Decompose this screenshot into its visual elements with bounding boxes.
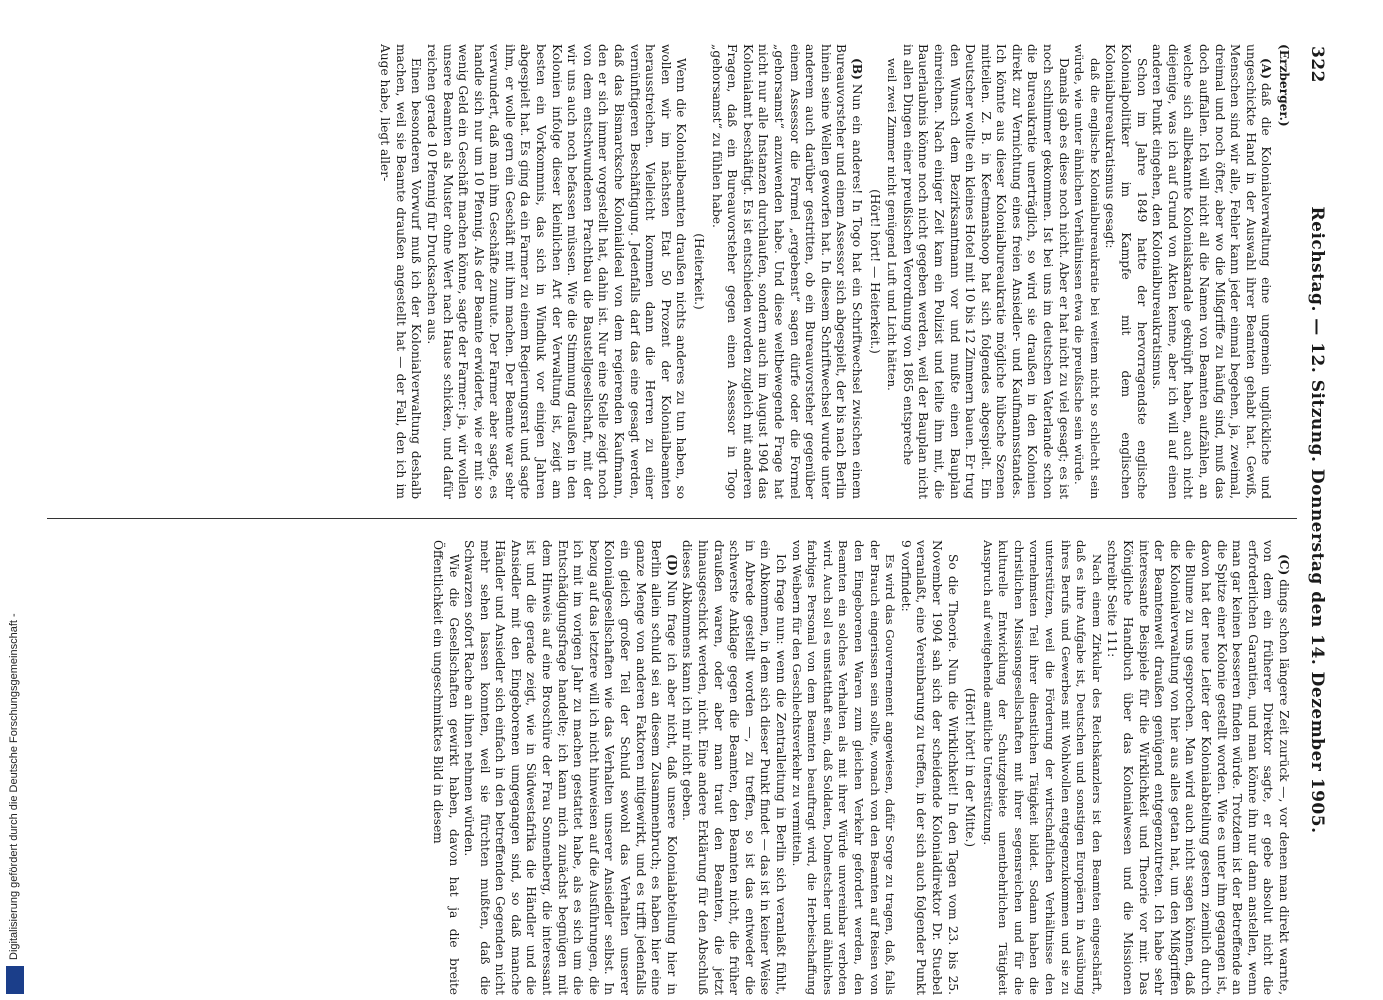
right-column — [41, 540, 1291, 995]
paragraph: Wenn die Kolonialbeamten draußen nichts anderes zu tun haben, so wollen wir im nächsten Etat 50 Prozent der Kolonialbeamten herausstreichen. Vielleicht kommen dann die Herren zu einer vernünftigeren Beschäftigung. Jedenfalls darf das eine gesagt werden, daß das Bismarcksche Kolonialideal von dem regierenden Kaufmann, den er sich immer vorgestellt hat, dahin ist. Nur eine Stelle zeigt noch von dem entschwundenen Prachtbau die Baustellgesellschaft, mit der wir uns auch noch befassen müssen. Wie die Stimmung draußen in den Kolonien infolge dieser kleinlichen Art der Verwaltung ist, zeigt am besten ein Vorkommnis, das sich in Windhuk vor einigen Jahren abgespielt hat. Es ging da ein Farmer zu einem Regierungsrat und sagte ihm, er wolle gern ein Geschäft mit ihm machen. Der Beamte war sehr verwundert, daß man ihm Geschäfte zumute. Der Farmer aber sagte, es handle sich nur um 10 Pfennig. Als der Beamte erwiderte, wie er mit so wenig Geld ein Geschäft machen könne, sagte der Farmer: ja, wir wollen unsere Beamten als Muster ohne Wert nach Hause schicken, und dafür reichen gerade 10 Pfennig für Drucksachen aus. — [424, 44, 689, 499]
paragraph-text: Nun ein anderes! In Togo hat ein Schriftwechsel zwischen einem Bureauvorsteher und einem Assessor sich abgespielt, der bis nach Berlin hinein seine Wellen geworfen hat. In diesem Schriftwechsel wurde unter anderem auch darüber gestritten, ob ein Bureauvorsteher gegenüber einem Assessor die Formel „ergebenst“ sagen dürfe oder die Formel „gehorsamst“ anzuwenden habe. Und diese weltbewegende Frage hat nicht nur alle Instanzen durchlaufen, sondern auch im August 1904 das Kolonialamt beschäftigt. Es ist entschieden worden zugleich mit anderen Fragen, daß ein Bureauvorsteher gegen einen Assessor in Togo „gehorsamst“ zu fühlen habe. — [709, 44, 864, 499]
page-number: 322 — [1307, 46, 1327, 83]
dfg-logo — [6, 966, 24, 994]
paragraph-text: dings schon längere Zeit zurück —, vor denen man direkt warnte, von dem ein früherer Direktor sagte, er gebe absolut nicht die erforderlichen Garantien, und man könne ihn nur dann anstellen, wenn man gar keinen besseren finden würde. Trotzdem ist der Betreffende an die Spitze einer Kolonie gestellt worden. Wie es unter ihm gegangen ist, davon hat der neue Leiter der Kolonialabteilung gestern ziemlich durch die Blume zu uns gesprochen. Man wird auch nicht sagen können, daß die Kolonialverwaltung von hier aus alles getan hat, um den Mißgriffen der Beamtenwelt draußen genügend entgegenzutreten. Ich habe sehr interessante Beispiele für die Wirklichkeit und Theorie vor mir. Das Königliche Handbuch über das Kolonialwesen und die Missionen schreibt Seite 111: — [1105, 540, 1291, 995]
margin-marker-d: (D) — [664, 554, 679, 577]
interjection: (Hört! hört! in der Mitte.) — [963, 687, 978, 848]
speaker-label: (Erzberger.) — [1277, 44, 1291, 127]
column-divider — [47, 518, 1297, 519]
paragraph — [461, 540, 679, 995]
digitization-footer — [0, 0, 30, 1000]
quotation: Es wird das Gouvernement angewiesen, dafür Sorge zu tragen, daß, falls der Brauch eingerissen sein sollte, wonach von den Beamten auf Reisen von den Eingeborenen Waren zum gleichen Verkehr gefordert werden, den Beamten ein solches Verhalten als mit ihrer Würde unvereinbar verboten wird. Auch soll es unstatthaft sein, daß Soldaten, Dolmetscher und ähnliches farbiges Personal von dem Beamten beauftragt wird, die Herbeischaffung von Weibern für den Geschlechtsverkehr zu vermitteln. — [789, 540, 898, 995]
paragraph: So die Theorie. Nun die Wirklichkeit! In den Tagen vom 23. bis 25. November 1904 sah sich der scheidende Kolonialdirektor Dr. Stuebel veranlaßt, eine Vereinbarung zu treffen, in der sich auch folgender Punkt 9 vorfindet: — [898, 540, 960, 995]
page-header — [1299, 40, 1333, 1000]
paragraph: Ich frage nun: wenn die Zentralleitung in Berlin sich veranlaßt fühlt, ein Abkommen, in dem sich dieser Punkt findet — das ist in keiner Weise in Abrede gestellt worden —, zu treffen, so ist das entweder die schwerste Anklage gegen die Beamten, den Beamten nicht, die früher draußen waren, oder aber man traut den Beamten, die jetzt hinausgeschickt werden, nicht. Eine andere Erklärung für den Abschluß dieses Abkommens kann ich mir nicht geben. — [680, 540, 788, 995]
paragraph-text: Nun frage ich aber nicht, daß unsere Kolonialabteilung hier in Berlin allein schuld sei an diesem Zusammenbruch; es haben hier eine ganze Menge von anderen Faktoren mitgewirkt, und es trifft jedenfalls ein gleich großer Teil der Schuld sowohl das Verhalten unserer Kolonialgesellschaften wie das Verhalten unserer Ansiedler selbst. In bezug auf das letztere will ich nicht hinweisen auf die Ausführungen, die ich mit im vorigen Jahr zu machen gestattet habe, als es sich um die Entschädigungsfrage handelte; ich kann mich zunächst begnügen mit dem Hinweis auf eine Broschüre der Frau Sonnenberg, die interessant ist und die gerade zeigt, wie in Südwestafrika die Händler und die Ansiedler mit den Eingeborenen umgegangen sind, so daß manche Händler und Ansiedler sich einfach in den betreffenden Gegenden nicht mehr sehen lassen konnten, weil sie fürchten mußten, daß die Schwarzen sofort Rache an ihnen nehmen würden. — [462, 540, 679, 995]
paragraph: Einen besonderen Vorwurf muß ich der Kolonialverwaltung deshalb machen, weil sie Beamte draußen angestellt hat — der Fall, den ich im Auge habe, liegt aller- — [378, 44, 424, 499]
margin-marker-b: (B) — [849, 58, 864, 80]
paragraph: Wie die Gesellschaften gewirkt haben, davon hat ja die breite Öffentlichkeit ein ungeschminktes Bild in diesem — [430, 540, 461, 995]
interjection: (Hört! hört! — Heiterkeit.) — [867, 189, 882, 354]
quotation: weil zwei Zimmer nicht genügend Luft und Licht hätten. — [885, 58, 900, 391]
margin-marker-a: (A) — [1259, 58, 1274, 79]
paragraph — [1104, 540, 1291, 995]
quotation: Nach einem Zirkular des Reichskanzlers ist den Beamten eingeschärft, daß es ihre Aufgabe ist, Deutschen und sonstigen Europäern in Ausübung ihres Berufs und Gewerbes mit Wohlwollen entgegenzukommen und sie zu unterstützen, weil die Förderung der wirtschaftlichen Verhältnisse den vornehmsten Teil ihrer dienstlichen Tätigkeit bildet. Sodann haben die christlichen Missionsgesellschaften mit ihrer segensreichen und für die kulturelle Entwicklung der Schutzgebiete unentbehrlichen Tätigkeit Anspruch auf weitgehende amtliche Unterstützung. — [980, 540, 1104, 995]
digitization-credit: Digitalisierung gefördert durch die Deutsche Forschungsgemeinschaft - — [8, 613, 20, 960]
quotation: daß die englische Kolonialbureaukratie bei weitem nicht so schlecht sein würde, wie unter ähnlichen Verhältnissen etwa die preußische sein würde. — [1072, 44, 1102, 499]
paragraph — [708, 44, 864, 499]
left-column — [41, 44, 1291, 499]
paragraph: Damals gab es diese noch nicht. Aber er hat nicht zu viel gesagt; es ist noch schlimmer gekommen. Ist bei uns im deutschen Vaterlande schon die Bureaukratie unerträglich, so wird sie draußen in den Kolonien direkt zur Vernichtung eines freien Ansiedler- und Kaufmannsstandes. Ich könnte aus dieser Kolonialbureaukratie mögliche hübsche Szenen mitteilen. Z. B. in Keetmanshoop hat sich folgendes abgespielt. Ein Deutscher wollte ein kleines Hotel mit 10 bis 12 Zimmern bauen. Er trug den Wunsch dem Bezirksamtmann vor und mußte einen Bauplan einreichen. Nach einiger Zeit kam ein Polizist und teilte ihm mit, die Bauerlaubnis könne noch nicht gegeben werden, weil der Bauplan nicht in allen Dingen einer preußischen Verordnung von 1865 entspreche — [900, 44, 1071, 499]
paragraph: Schon im Jahre 1849 hatte der hervorragendste englische Kolonialpolitiker im Kampfe mit dem englischen Kolonialbureaukratismus gesagt: — [1103, 44, 1149, 499]
paragraph-text: daß die Kolonialverwaltung eine ungemein unglückliche und ungeschickte Hand in der Auswahl ihrer Beamten gehabt hat. Gewiß, Menschen sind wir alle, Fehler kann jeder einmal begehen, ja, zweimal, dreimal und noch öfter, aber wo die Mißgriffe zu häufig sind, muß das doch auffallen. Ich will nicht all die Namen von Beamten aufzählen, an welche sich allbekannte Kolonialskandale geknüpft haben, auch nicht diejenige, was ich auf Grund von Akten kenne, aber ich will auf einen anderen Punkt eingehen, den Kolonialbureaukratismus. — [1150, 44, 1274, 499]
interjection: (Heiterkeit.) — [692, 233, 707, 310]
newspaper-page — [33, 40, 1333, 1000]
margin-marker-c: (C) — [1277, 554, 1291, 576]
paragraph — [1149, 44, 1274, 499]
page-title: Reichstag. — 12. Sitzung. Donnerstag den 14. Dezember 1905. — [1307, 206, 1327, 834]
